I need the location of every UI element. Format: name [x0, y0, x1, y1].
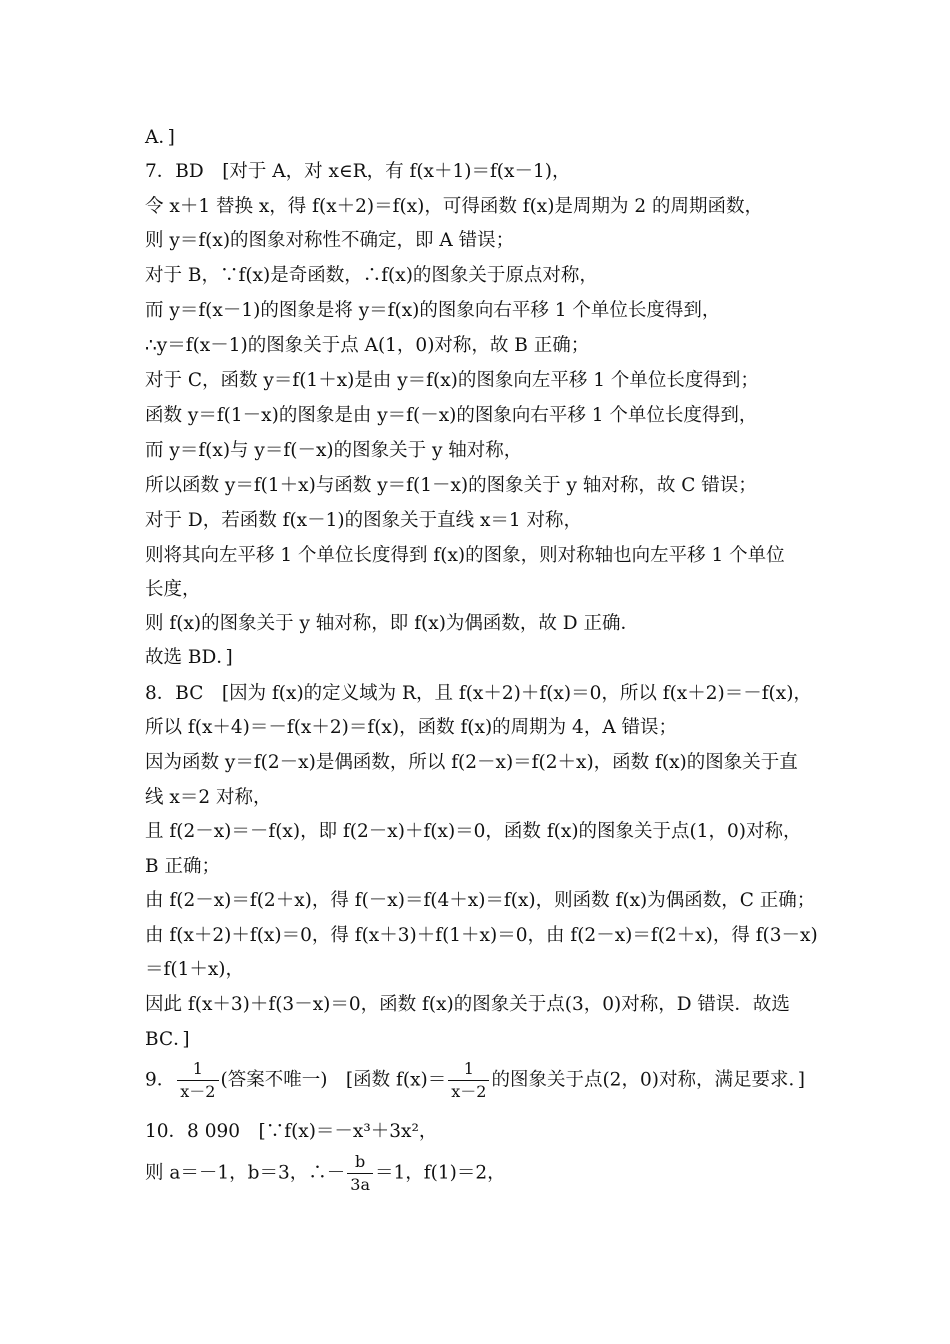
text-line: 对于 C，函数 y＝f(1＋x)是由 y＝f(x)的图象向左平移 1 个单位长度得到；: [145, 370, 759, 391]
fraction: [177, 1060, 218, 1101]
text-line: 线 x＝2 对称，: [145, 787, 272, 808]
text-line: 对于 D，若函数 f(x－1)的图象关于直线 x＝1 对称，: [145, 510, 583, 531]
answer-9-prefix: 9．: [145, 1069, 176, 1091]
text-line: 所以 f(x＋4)＝－f(x＋2)＝f(x)，函数 f(x)的周期为 4，A 错误；: [145, 717, 678, 738]
text-line: A．]: [145, 127, 175, 148]
text-line: 函数 y＝f(1－x)的图象是由 y＝f(－x)的图象向右平移 1 个单位长度得到，: [145, 405, 758, 426]
text-line: 则 y＝f(x)的图象对称性不确定，即 A 错误；: [145, 230, 515, 251]
text-line: 因为函数 y＝f(2－x)是偶函数，所以 f(2－x)＝f(2＋x)，函数 f(x)的图象关于直: [145, 752, 798, 773]
fraction-numerator: 1: [177, 1060, 218, 1081]
text-line: 则 f(x)的图象关于 y 轴对称，即 f(x)为偶函数，故 D 正确．: [145, 613, 640, 634]
text-line: 且 f(2－x)＝－f(x)，即 f(2－x)＋f(x)＝0，函数 f(x)的图象关于点(1，0)对称，: [145, 821, 802, 842]
text-line: 8．BC [因为 f(x)的定义域为 R，且 f(x＋2)＋f(x)＝0，所以 f(x＋2)＝－f(x)，: [145, 683, 812, 704]
text-line: 长度，: [145, 579, 201, 600]
text-line: B 正确；: [145, 856, 220, 877]
text-line: 而 y＝f(x)与 y＝f(－x)的图象关于 y 轴对称，: [145, 440, 523, 461]
text-line: 所以函数 y＝f(1＋x)与函数 y＝f(1－x)的图象关于 y 轴对称，故 C 错误；: [145, 475, 757, 496]
text-line: ＝f(1＋x)，: [145, 959, 244, 980]
fraction-denominator: 3a: [350, 1175, 371, 1194]
fraction-denominator: x－2: [451, 1082, 487, 1101]
answer-9-middle: (答案不唯一) [函数 f(x)＝: [220, 1069, 447, 1091]
fraction-numerator: b: [347, 1153, 373, 1174]
answer-9-line: [145, 1060, 805, 1101]
answer-10-line2: [145, 1153, 506, 1194]
fraction-numerator: 1: [448, 1060, 489, 1081]
text-line: 则将其向左平移 1 个单位长度得到 f(x)的图象，则对称轴也向左平移 1 个单位: [145, 545, 785, 566]
text-line: ∴y＝f(x－1)的图象关于点 A(1，0)对称，故 B 正确；: [145, 335, 590, 356]
text-line: 由 f(x＋2)＋f(x)＝0，得 f(x＋3)＋f(1＋x)＝0，由 f(2－x)＝f(2＋x)，得 f(3－x): [145, 925, 818, 946]
fraction-denominator: x－2: [180, 1082, 216, 1101]
text-line: 10．8 090 [∵f(x)＝－x³＋3x²，: [145, 1121, 438, 1142]
text-line: 7．BD [对于 A，对 x∈R，有 f(x＋1)＝f(x－1)，: [145, 161, 571, 182]
answer-10-suffix: ＝1，f(1)＝2，: [375, 1162, 506, 1184]
text-line: 而 y＝f(x－1)的图象是将 y＝f(x)的图象向右平移 1 个单位长度得到，: [145, 300, 721, 321]
text-line: 因此 f(x＋3)＋f(3－x)＝0，函数 f(x)的图象关于点(3，0)对称，D 错误．故选: [145, 994, 790, 1015]
text-line: 令 x＋1 替换 x，得 f(x＋2)＝f(x)，可得函数 f(x)是周期为 2 的周期函数，: [145, 196, 763, 217]
text-line: 对于 B，∵f(x)是奇函数，∴f(x)的图象关于原点对称，: [145, 265, 598, 286]
answer-9-suffix: 的图象关于点(2，0)对称，满足要求．]: [491, 1069, 805, 1091]
text-line: BC．]: [145, 1029, 190, 1050]
fraction: [347, 1153, 373, 1194]
text-line: 故选 BD．]: [145, 647, 233, 668]
fraction: [448, 1060, 489, 1101]
text-line: 由 f(2－x)＝f(2＋x)，得 f(－x)＝f(4＋x)＝f(x)，则函数 f(x)为偶函数，C 正确；: [145, 890, 816, 911]
answer-10-prefix: 则 a＝－1，b＝3，∴－: [145, 1162, 346, 1184]
